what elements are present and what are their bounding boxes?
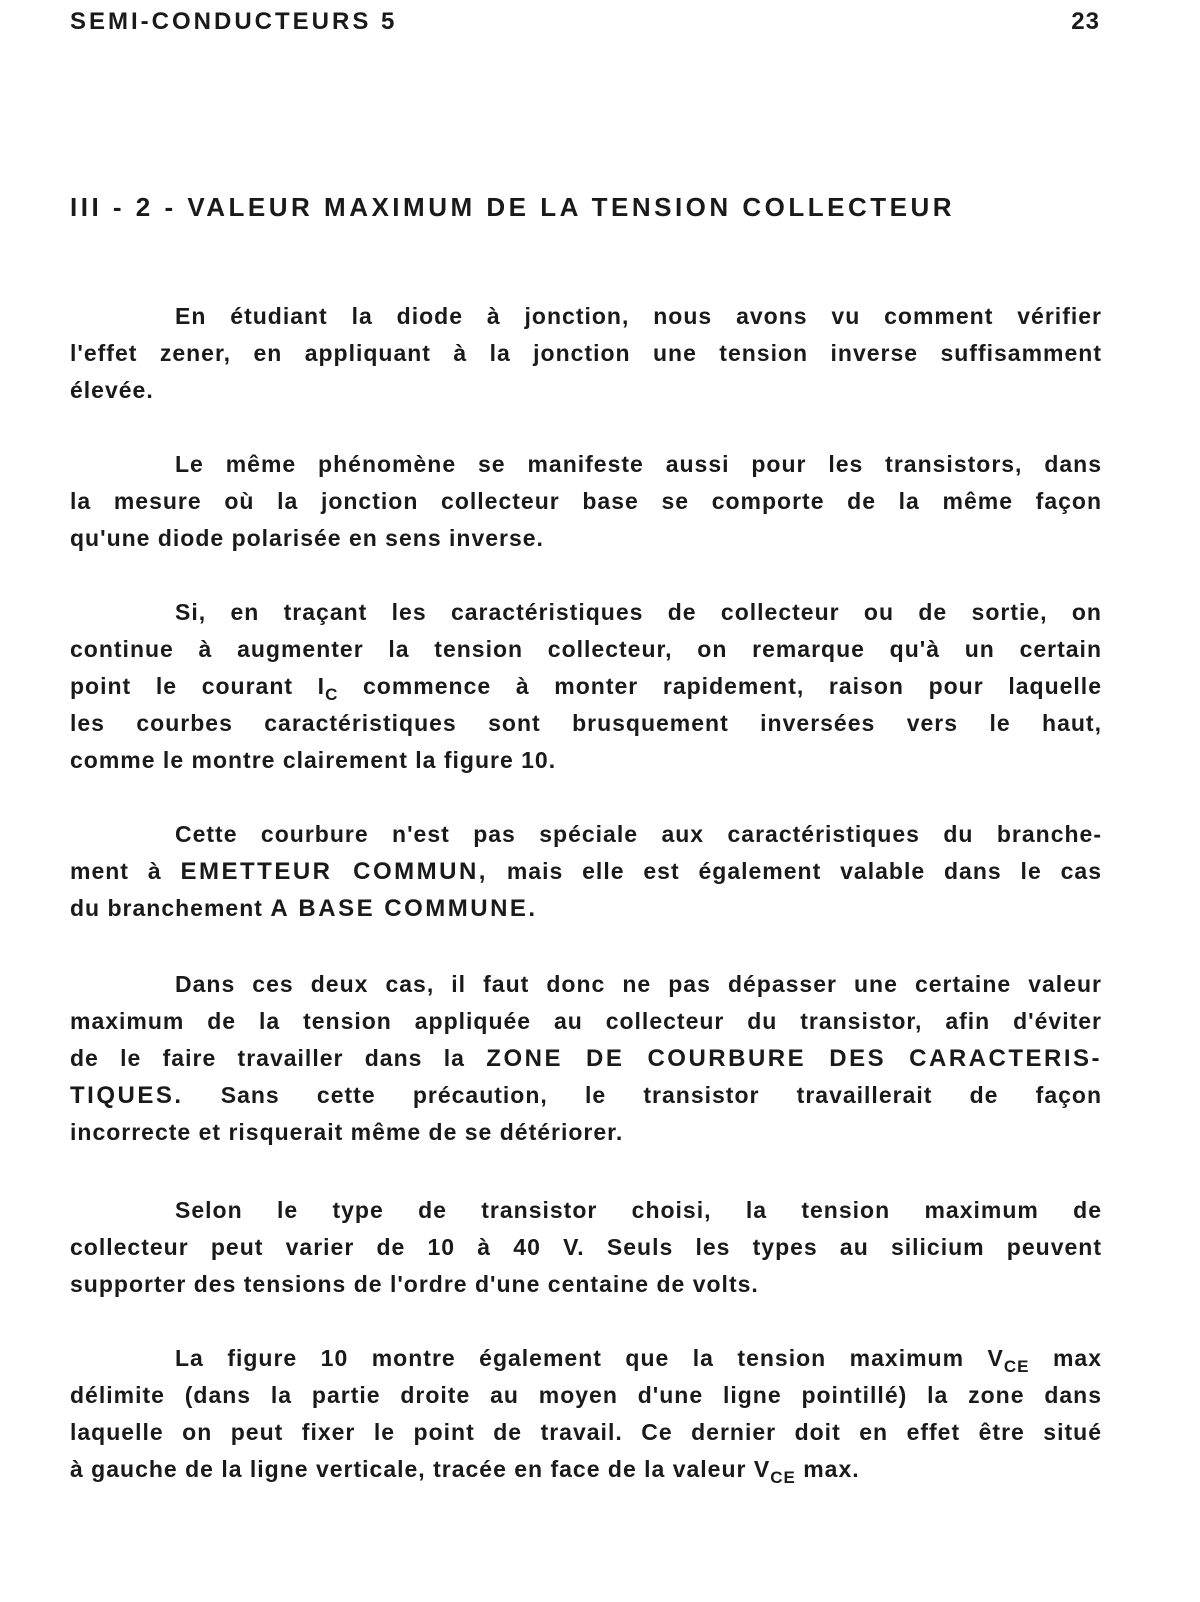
paragraph-7	[70, 1340, 1102, 1488]
paragraph-5	[70, 966, 1102, 1151]
text-line: continue à augmenter la tension collecteur, on remarque qu'à un certain	[70, 636, 1102, 662]
text-fragment: Sans cette précaution, le transistor travaillerait de façon	[220, 1082, 1103, 1108]
running-header	[70, 8, 1100, 42]
text-fragment: du branchement	[70, 895, 263, 921]
paragraph-4	[70, 816, 1102, 927]
emphasis-zone-de-courbure: ZONE DE COURBURE DES CARACTERIS-	[486, 1045, 1103, 1072]
text-fragment: ment à	[70, 858, 162, 884]
subscript-ce: CE	[770, 1468, 796, 1487]
text-line: collecteur peut varier de 10 à 40 V. Seuls les types au silicium peuvent	[70, 1234, 1102, 1260]
text-line: qu'une diode polarisée en sens inverse.	[70, 525, 544, 551]
text-line	[70, 1451, 1102, 1488]
text-line: supporter des tensions de l'ordre d'une centaine de volts.	[70, 1271, 759, 1297]
running-title: SEMI-CONDUCTEURS 5	[70, 8, 398, 35]
text-line	[70, 1340, 1102, 1377]
emphasis-tiques: TIQUES.	[70, 1082, 184, 1109]
text-line: les courbes caractéristiques sont brusquement inversées vers le haut,	[70, 710, 1102, 736]
text-line: la mesure où la jonction collecteur base se comporte de la même façon	[70, 488, 1102, 514]
text-fragment: La figure 10 montre également que la tension maximum V	[175, 1345, 1004, 1371]
text-fragment: mais elle est également valable dans le cas	[506, 858, 1102, 884]
text-line	[70, 668, 1102, 705]
text-line	[70, 890, 1102, 927]
paragraph-2	[70, 446, 1102, 557]
text-line: incorrecte et risquerait même de se détériorer.	[70, 1119, 624, 1145]
text-fragment: max.	[803, 1456, 860, 1482]
text-fragment: commence à monter rapidement, raison pour laquelle	[363, 673, 1102, 699]
text-line: délimite (dans la partie droite au moyen d'une ligne pointillé) la zone dans	[70, 1382, 1102, 1408]
text-line: En étudiant la diode à jonction, nous avons vu comment vérifier	[175, 303, 1102, 329]
text-line: maximum de la tension appliquée au collecteur du transistor, afin d'éviter	[70, 1008, 1102, 1034]
emphasis-base-commune: A BASE COMMUNE.	[270, 895, 538, 922]
text-line: Si, en traçant les caractéristiques de collecteur ou de sortie, on	[175, 599, 1102, 625]
text-line	[70, 1077, 1102, 1114]
text-line	[70, 853, 1102, 890]
text-fragment: à gauche de la ligne verticale, tracée en face de la valeur V	[70, 1456, 771, 1482]
page-number: 23	[1071, 8, 1100, 35]
subscript-ce: CE	[1003, 1357, 1030, 1376]
text-fragment: point le courant I	[70, 673, 326, 699]
text-fragment: max	[1052, 1345, 1103, 1371]
section-heading: III - 2 - VALEUR MAXIMUM DE LA TENSION COLLECTEUR	[70, 192, 956, 222]
text-fragment: de le faire travailler dans la	[70, 1045, 465, 1071]
text-line: Selon le type de transistor choisi, la tension maximum de	[175, 1197, 1102, 1223]
text-line: élevée.	[70, 377, 154, 403]
text-line: Cette courbure n'est pas spéciale aux caractéristiques du branche-	[175, 821, 1102, 847]
text-line: comme le montre clairement la figure 10.	[70, 747, 557, 773]
text-line	[70, 1040, 1102, 1077]
text-line: l'effet zener, en appliquant à la jonction une tension inverse suffisamment	[70, 340, 1102, 366]
subscript-c: C	[325, 685, 339, 704]
emphasis-emetteur-commun: EMETTEUR COMMUN,	[180, 858, 488, 885]
text-line: Dans ces deux cas, il faut donc ne pas dépasser une certaine valeur	[175, 971, 1102, 997]
text-line: Le même phénomène se manifeste aussi pour les transistors, dans	[175, 451, 1102, 477]
paragraph-3	[70, 594, 1102, 779]
paragraph-1	[70, 298, 1102, 409]
paragraph-6	[70, 1192, 1102, 1303]
text-line: laquelle on peut fixer le point de travail. Ce dernier doit en effet être situé	[70, 1419, 1102, 1445]
